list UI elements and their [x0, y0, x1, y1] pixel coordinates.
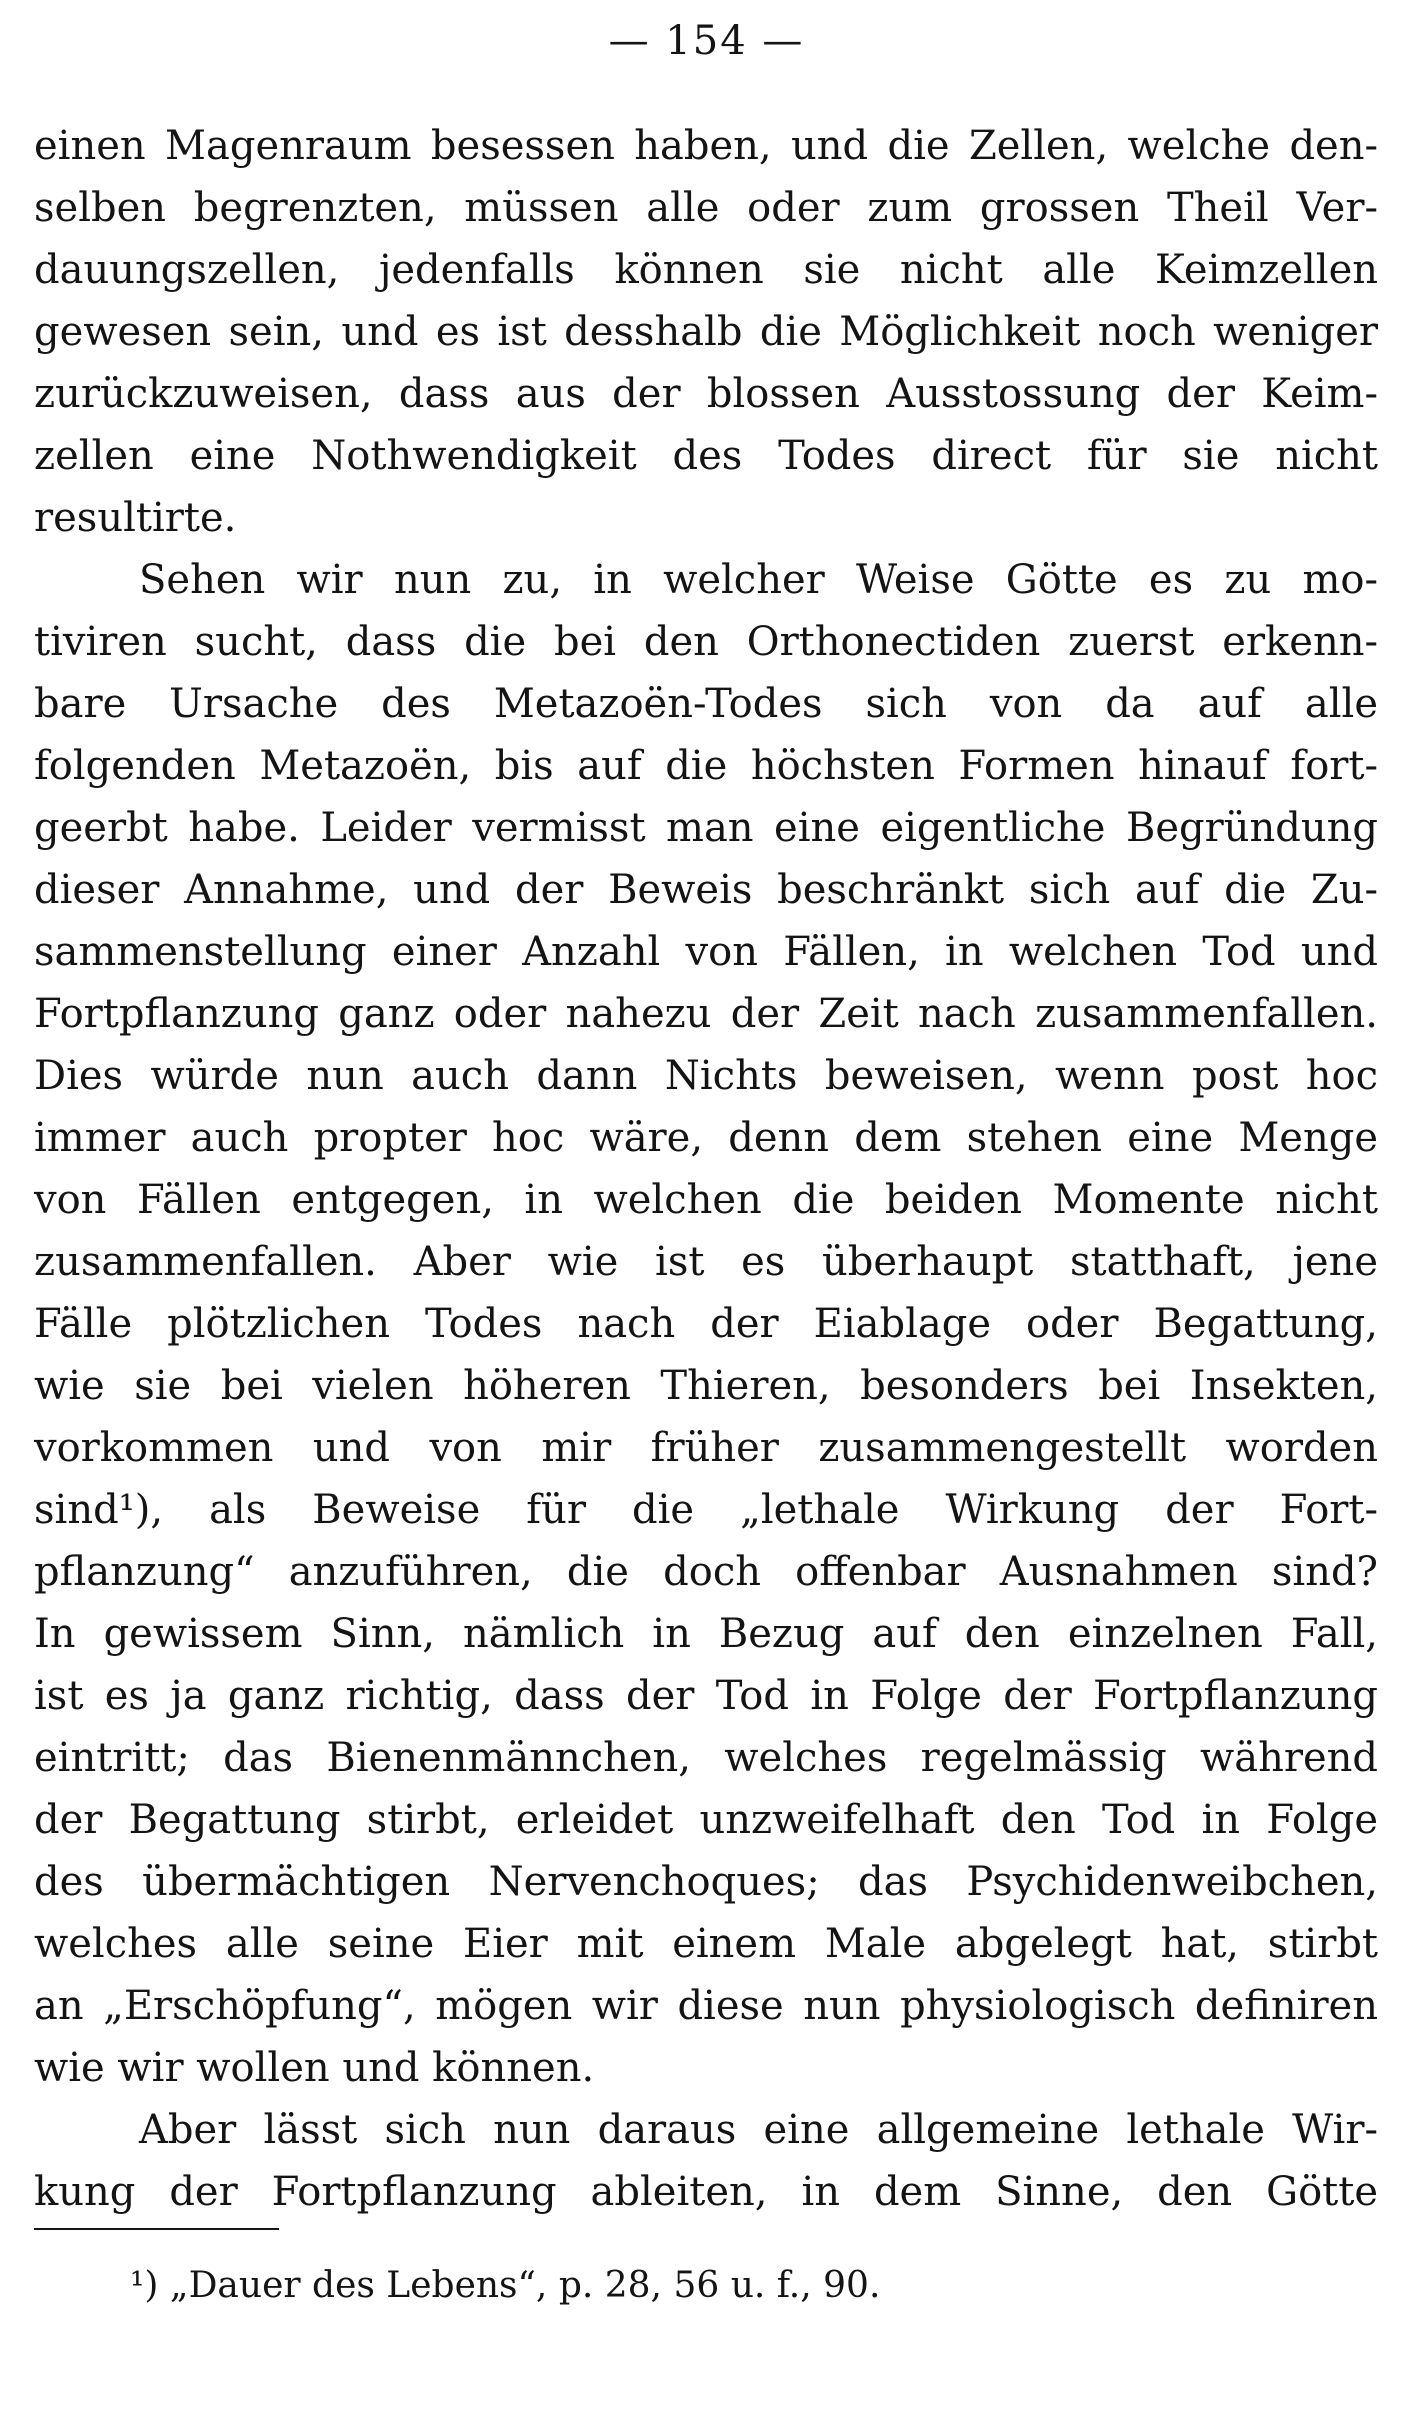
text-line: sind¹), als Beweise für die „lethale Wirkung der Fort-: [34, 1487, 1378, 1533]
text-line: von Fällen entgegen, in welchen die beiden Momente nicht: [34, 1177, 1378, 1223]
text-line: vorkommen und von mir früher zusammengestellt worden: [34, 1425, 1378, 1471]
text-line: Aber lässt sich nun daraus eine allgemeine lethale Wir-: [139, 2107, 1378, 2153]
text-line: geerbt habe. Leider vermisst man eine eigentliche Begründung: [34, 805, 1378, 851]
text-line: Fälle plötzlichen Todes nach der Eiablage oder Begattung,: [34, 1301, 1378, 1347]
text-line: sammenstellung einer Anzahl von Fällen, in welchen Tod und: [34, 929, 1378, 975]
text-line: tiviren sucht, dass die bei den Orthonectiden zuerst erkenn-: [34, 619, 1378, 665]
text-line: zurückzuweisen, dass aus der blossen Ausstossung der Keim-: [34, 371, 1378, 417]
text-line: eintritt; das Bienenmännchen, welches regelmässig während: [34, 1735, 1378, 1781]
text-line: selben begrenzten, müssen alle oder zum grossen Theil Ver-: [34, 185, 1378, 231]
text-line: pflanzung“ anzuführen, die doch offenbar Ausnahmen sind?: [34, 1549, 1378, 1595]
text-line: Sehen wir nun zu, in welcher Weise Götte es zu mo-: [139, 557, 1378, 603]
text-line: Fortpflanzung ganz oder nahezu der Zeit nach zusammenfallen.: [34, 991, 1378, 1037]
text-line: einen Magenraum besessen haben, und die Zellen, welche den-: [34, 123, 1378, 169]
footnote-divider: [34, 2228, 279, 2230]
footnote: ¹) „Dauer des Lebens“, p. 28, 56 u. f., 90.: [130, 2265, 881, 2306]
text-line: resultirte.: [34, 495, 237, 541]
text-line: immer auch propter hoc wäre, denn dem stehen eine Menge: [34, 1115, 1378, 1161]
text-line: des übermächtigen Nervenchoques; das Psychidenweibchen,: [34, 1859, 1378, 1905]
text-line: dauungszellen, jedenfalls können sie nicht alle Keimzellen: [34, 247, 1378, 293]
text-line: der Begattung stirbt, erleidet unzweifelhaft den Tod in Folge: [34, 1797, 1378, 1843]
text-line: an „Erschöpfung“, mögen wir diese nun physiologisch definiren: [34, 1983, 1378, 2029]
text-line: In gewissem Sinn, nämlich in Bezug auf den einzelnen Fall,: [34, 1611, 1378, 1657]
text-line: dieser Annahme, und der Beweis beschränkt sich auf die Zu-: [34, 867, 1378, 913]
text-line: zellen eine Nothwendigkeit des Todes direct für sie nicht: [34, 433, 1378, 479]
text-line: gewesen sein, und es ist desshalb die Möglichkeit noch weniger: [34, 309, 1378, 355]
text-line: folgenden Metazoën, bis auf die höchsten Formen hinauf fort-: [34, 743, 1378, 789]
text-line: kung der Fortpflanzung ableiten, in dem Sinne, den Götte: [34, 2169, 1378, 2215]
text-line: bare Ursache des Metazoën-Todes sich von da auf alle: [34, 681, 1378, 727]
page-number: — 154 —: [608, 18, 805, 64]
text-line: wie wir wollen und können.: [34, 2045, 595, 2091]
text-line: Dies würde nun auch dann Nichts beweisen, wenn post hoc: [34, 1053, 1378, 1099]
text-line: ist es ja ganz richtig, dass der Tod in Folge der Fortpflanzung: [34, 1673, 1378, 1719]
text-line: welches alle seine Eier mit einem Male abgelegt hat, stirbt: [34, 1921, 1378, 1967]
body-text: [34, 115, 1378, 2223]
text-line: wie sie bei vielen höheren Thieren, besonders bei Insekten,: [34, 1363, 1378, 1409]
text-line: zusammenfallen. Aber wie ist es überhaupt statthaft, jene: [34, 1239, 1378, 1285]
